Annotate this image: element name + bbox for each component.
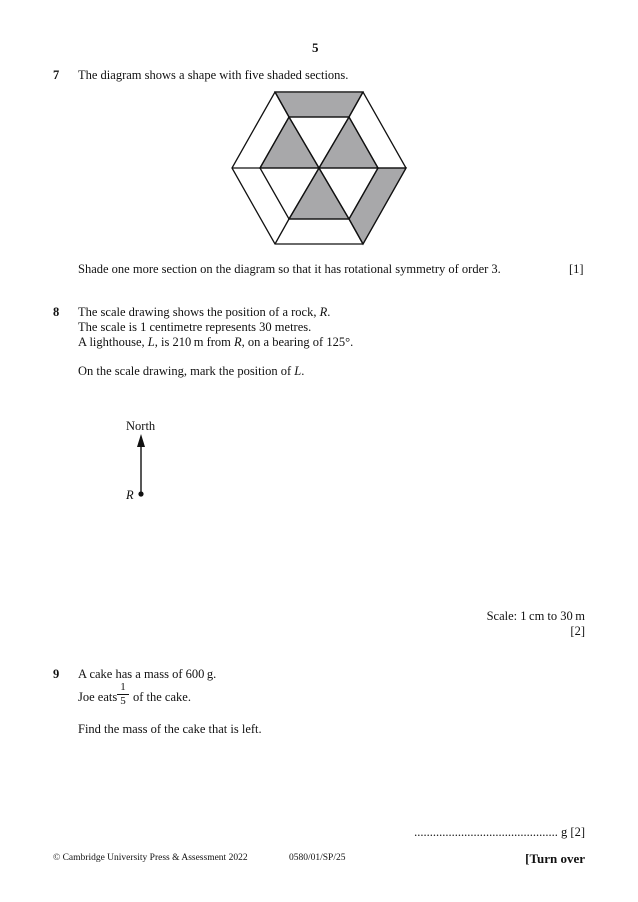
- north-arrow-head: [137, 434, 145, 447]
- question-7-instruction: Shade one more section on the diagram so that it has rotational symmetry of order 3.: [78, 262, 501, 276]
- rock-point-label: R: [126, 488, 134, 502]
- footer-code: 0580/01/SP/25: [289, 853, 346, 863]
- question-9-line-2-start: Joe eats: [78, 690, 118, 704]
- question-9-answer-line[interactable]: [414, 825, 585, 840]
- question-9-line-3: Find the mass of the cake that is left.: [78, 722, 262, 736]
- question-8-line-1: The scale drawing shows the position of a rock, R.: [78, 305, 331, 319]
- fraction-denominator: 5: [120, 695, 126, 707]
- question-8-number: 8: [53, 305, 60, 319]
- fraction-numerator: 1: [120, 681, 126, 693]
- answer-unit: g: [561, 825, 568, 839]
- rock-point-r: [138, 491, 143, 496]
- answer-dots[interactable]: ..............................................: [414, 825, 558, 839]
- question-7-stem: The diagram shows a shape with five shaded sections.: [78, 68, 349, 82]
- north-label: North: [126, 419, 156, 433]
- question-7-marks: [1]: [569, 262, 584, 276]
- page-number: 5: [312, 40, 319, 55]
- question-9-line-2-end: of the cake.: [133, 690, 191, 704]
- question-9-number: 9: [53, 667, 60, 681]
- question-8-marks: [2]: [570, 624, 585, 638]
- question-8-line-4: On the scale drawing, mark the position of L.: [78, 364, 305, 378]
- scale-text: Scale: 1 cm to 30 m: [486, 609, 585, 623]
- question-7-number: 7: [53, 68, 60, 82]
- fraction-one-fifth: [117, 682, 129, 707]
- footer-copyright: © Cambridge University Press & Assessment 2022: [53, 853, 248, 863]
- question-8-line-3: A lighthouse, L, is 210 m from R, on a bearing of 125°.: [78, 335, 354, 349]
- question-9-line-1: A cake has a mass of 600 g.: [78, 667, 217, 681]
- question-9-marks: [2]: [570, 825, 585, 839]
- footer-turn-over: [Turn over: [525, 851, 585, 866]
- question-8-line-2: The scale is 1 centimetre represents 30 metres.: [78, 320, 312, 334]
